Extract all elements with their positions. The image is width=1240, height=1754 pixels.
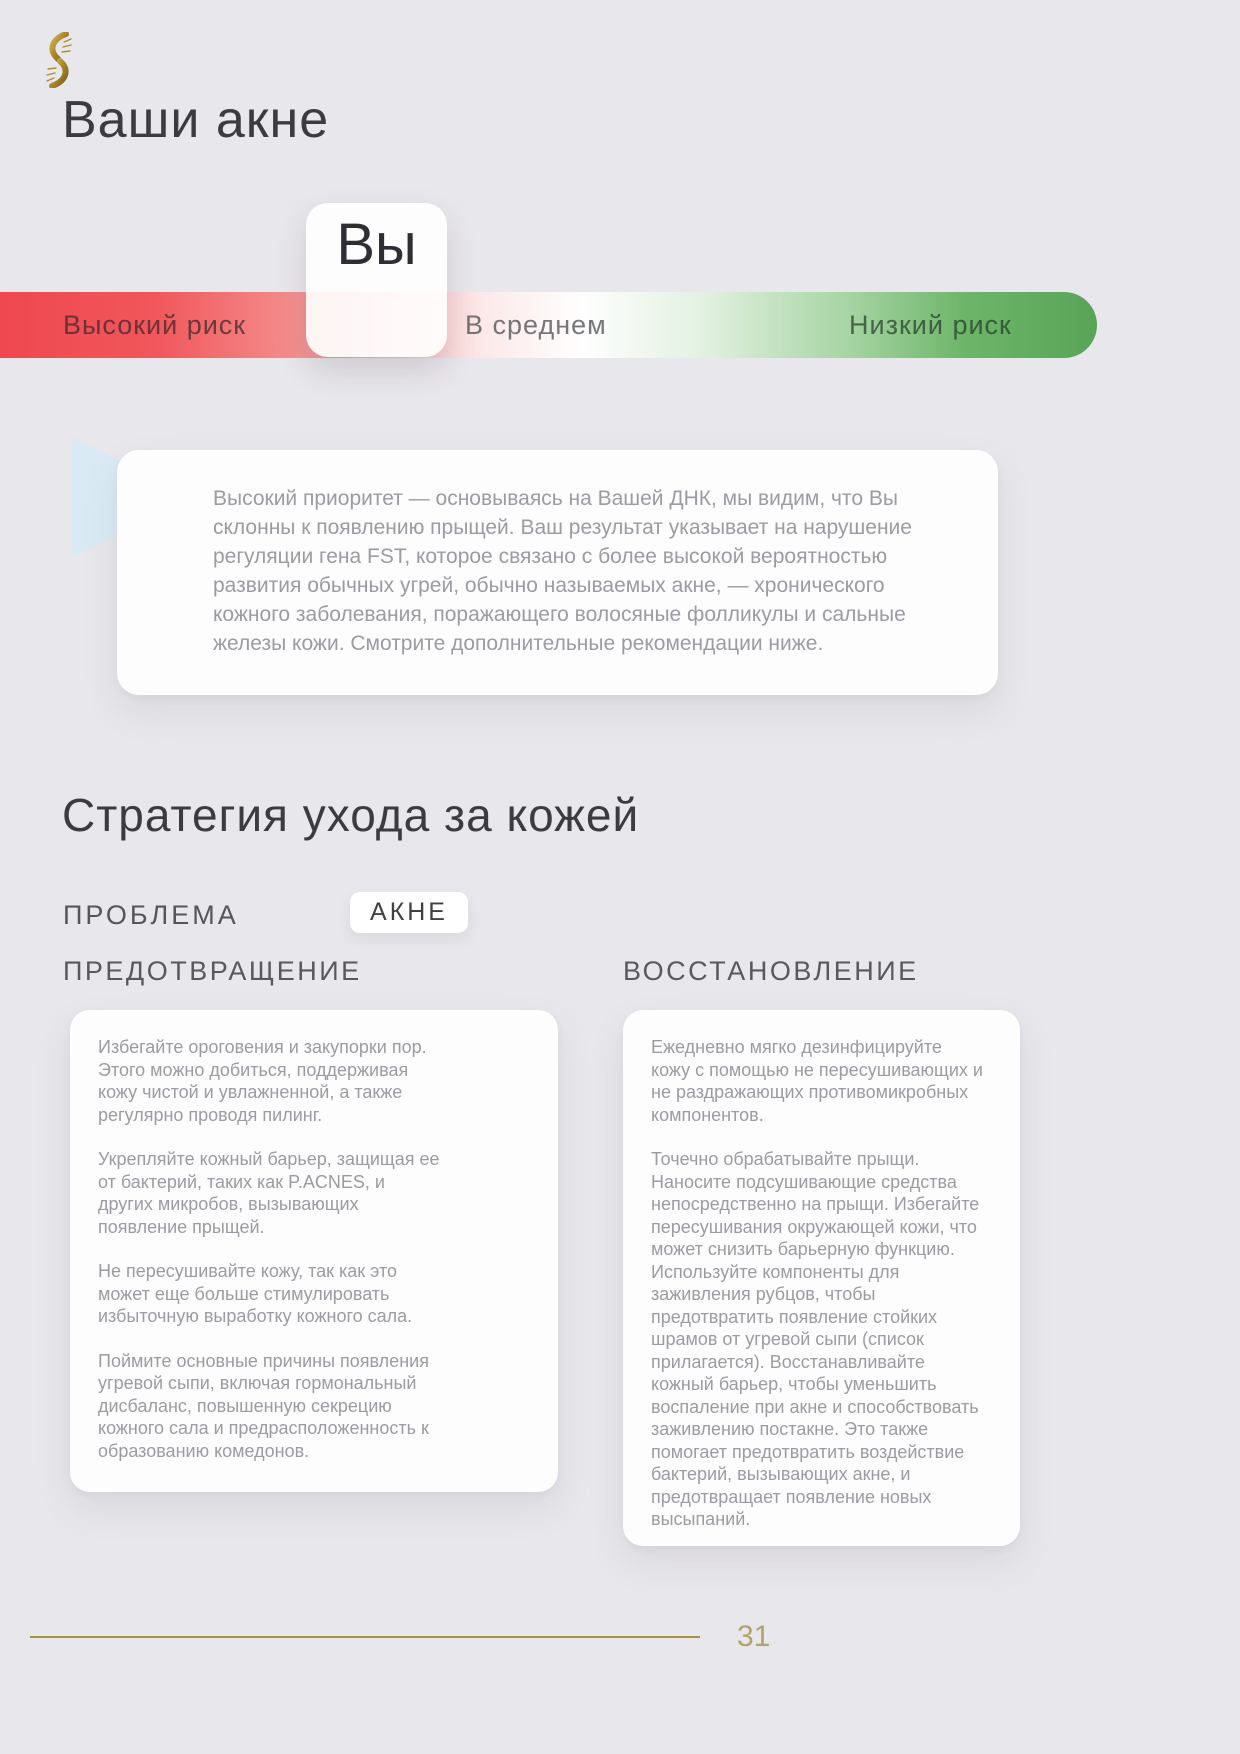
page-number: 31 [737,1620,771,1653]
problem-chip-label: АКНЕ [370,898,448,926]
restoration-paragraph: Точечно обрабатывайте прыщи. Наносите подсушивающие средства непосредственно на прыщи. Избегайте пересушивания окружающей кожи, что может снизить барьерную функцию. Используйте компоненты для заживления рубцов, чтобы предотвратить появление стойких шрамов от угревой сыпи (список прилагается). Восстанавливайте кожный барьер, чтобы уменьшить воспаление при акне и способствовать заживлению постакне. Это также помогает предотвратить воздействие бактерий, вызывающих акне, и предотвращает появление новых высыпаний. [651,1149,980,1529]
risk-label-low: Низкий риск [849,310,1012,340]
prevention-paragraph: Поймите основные причины появления угревой сыпи, включая гормональный дисбаланс, повышенную секрецию кожного сала и предрасположенность к образованию комедонов. [98,1350,429,1461]
problem-label: ПРОБЛЕМА [63,900,239,930]
restoration-paragraph: Ежедневно мягко дезинфицируйте кожу с помощью не пересушивающих и не раздражающих противомикробных компонентов. [651,1037,983,1125]
risk-label-average: В среднем [465,310,607,340]
dna-helix-icon [44,32,74,88]
priority-callout-text: Высокий приоритет — основываясь на Вашей ДНК, мы видим, что Вы склонны к появлению прыщей. Ваш результат указывает на нарушение регуляции гена FST, которое связано с более высокой вероятностью развития обычных угрей, обычно называемых акне, — хронического кожного заболевания, поражающего волосяные фолликулы и сальные железы кожи. Смотрите дополнительные рекомендации ниже. [213,487,912,655]
your-result-marker-label: Вы [336,212,417,277]
prevention-paragraph: Избегайте ороговения и закупорки пор. Этого можно добиться, поддерживая кожу чистой и увлажненной, а также регулярно проводя пилинг. [98,1037,427,1125]
column-heading-restoration: ВОССТАНОВЛЕНИЕ [623,956,919,986]
prevention-card [70,1010,558,1492]
prevention-paragraph: Укрепляйте кожный барьер, защищая ее от бактерий, таких как P.ACNES, и других микробов, вызывающих появление прыщей. [98,1149,440,1237]
page-title: Ваши акне [62,91,330,149]
your-result-marker [306,203,447,357]
restoration-card [623,1010,1020,1546]
section-title: Стратегия ухода за кожей [62,789,640,841]
footer-divider [30,1636,700,1638]
column-heading-prevention: ПРЕДОТВРАЩЕНИЕ [63,956,362,986]
problem-chip-acne[interactable] [350,892,468,933]
priority-callout-card [117,450,998,695]
risk-label-high: Высокий риск [63,310,247,340]
prevention-paragraph: Не пересушивайте кожу, так как это может еще больше стимулировать избыточную выработку кожного сала. [98,1261,413,1326]
